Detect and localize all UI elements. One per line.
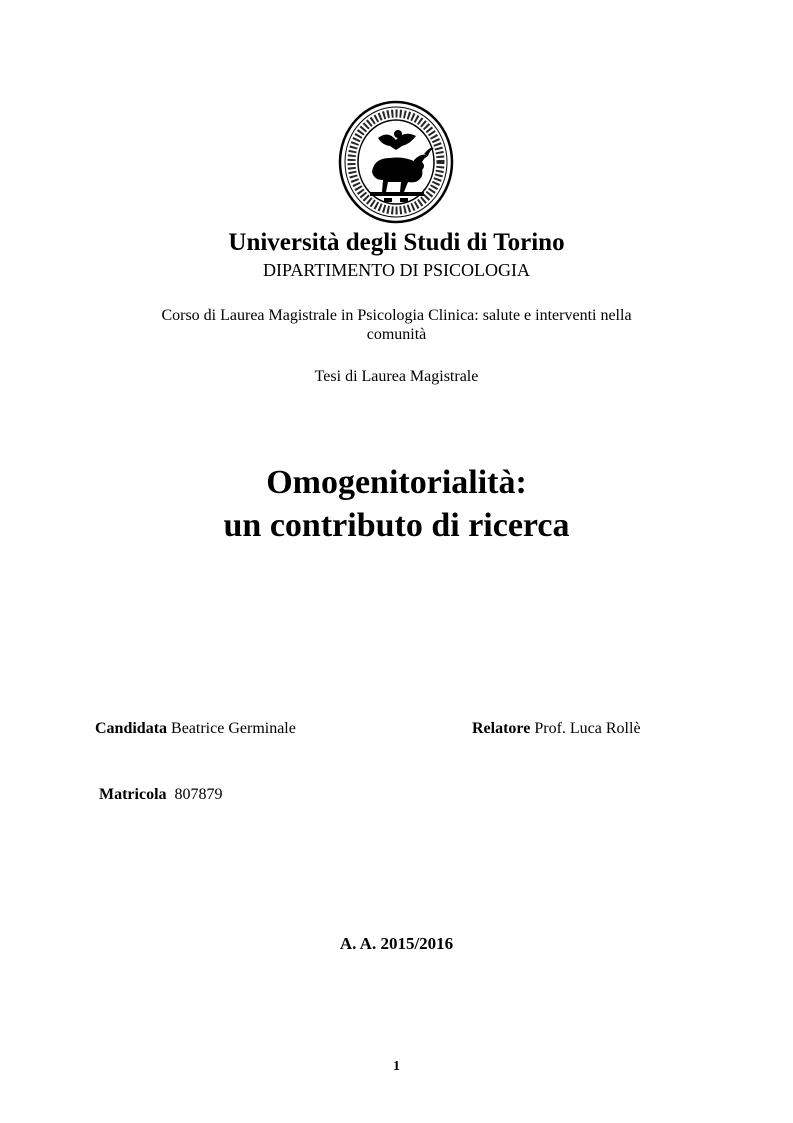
course-line-2: comunità [366,326,427,343]
student-id-value: 807879 [174,786,223,803]
page-number: 1 [393,1059,400,1074]
university-name: Università degli Studi di Torino [228,229,565,256]
thesis-type: Tesi di Laurea Magistrale [314,368,479,385]
department-name: DIPARTIMENTO DI PSICOLOGIA [263,260,530,280]
advisor-name: Prof. Luca Rollè [534,720,641,737]
candidate-field [95,719,296,739]
course-line-1: Corso di Laurea Magistrale in Psicologia Clinica: salute e interventi nella [161,307,632,324]
advisor-label: Relatore [472,720,531,737]
student-id-field [99,785,223,805]
candidate-name: Beatrice Germinale [171,720,296,737]
thesis-title-line-1: Omogenitorialità: [266,464,527,501]
student-id-label: Matricola [99,786,167,803]
advisor-field [472,719,641,739]
candidate-label: Candidata [95,720,168,737]
thesis-title-line-2: un contributo di ricerca [223,507,570,544]
thesis-title [0,461,793,547]
academic-year: A. A. 2015/2016 [339,934,454,953]
course-name [110,306,683,344]
university-seal-icon [338,100,454,224]
